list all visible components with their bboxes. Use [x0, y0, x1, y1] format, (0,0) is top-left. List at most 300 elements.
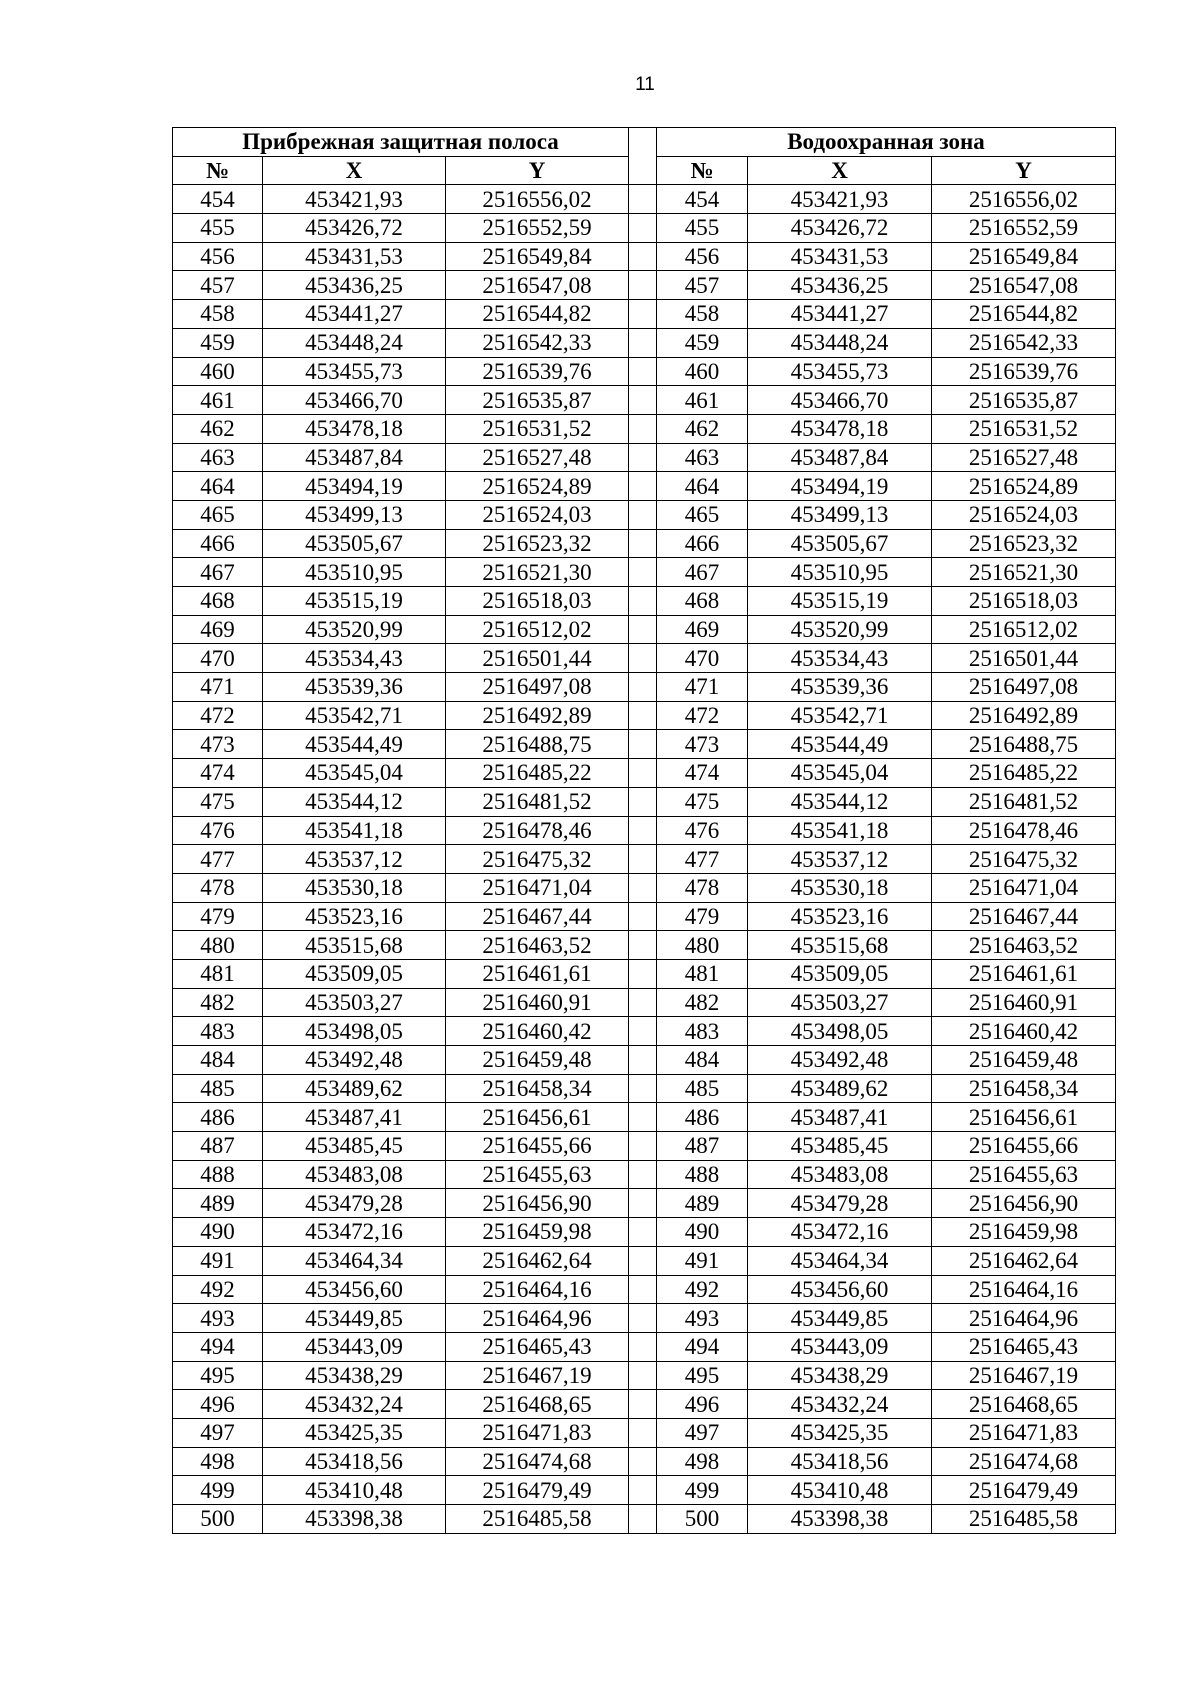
gap-cell: [629, 615, 657, 644]
cell-number-left: 477: [173, 845, 263, 874]
cell-y-left: 2516512,02: [446, 615, 629, 644]
gap-cell: [629, 816, 657, 845]
cell-number-left: 496: [173, 1390, 263, 1419]
cell-x-left: 453464,34: [263, 1246, 446, 1275]
cell-y-left: 2516475,32: [446, 845, 629, 874]
table-row: [173, 1275, 1116, 1304]
col-header-number-right: №: [657, 156, 748, 185]
cell-x-right: 453426,72: [748, 214, 932, 243]
cell-number-right: 495: [657, 1361, 748, 1390]
cell-y-right: 2516460,42: [932, 1017, 1116, 1046]
table-row: [173, 1505, 1116, 1534]
table-row: [173, 472, 1116, 501]
cell-x-right: 453418,56: [748, 1447, 932, 1476]
cell-y-left: 2516464,16: [446, 1275, 629, 1304]
gap-cell: [629, 644, 657, 673]
cell-y-left: 2516544,82: [446, 300, 629, 329]
gap-cell: [629, 873, 657, 902]
cell-y-left: 2516458,34: [446, 1074, 629, 1103]
cell-number-left: 481: [173, 959, 263, 988]
cell-y-right: 2516462,64: [932, 1246, 1116, 1275]
cell-x-right: 453509,05: [748, 959, 932, 988]
gap-cell: [629, 587, 657, 616]
cell-x-left: 453426,72: [263, 214, 446, 243]
cell-x-right: 453520,99: [748, 615, 932, 644]
cell-number-right: 483: [657, 1017, 748, 1046]
cell-x-left: 453509,05: [263, 959, 446, 988]
table-row: [173, 529, 1116, 558]
cell-number-right: 491: [657, 1246, 748, 1275]
cell-number-right: 480: [657, 931, 748, 960]
gap-cell: [629, 1476, 657, 1505]
table-row: [173, 185, 1116, 214]
cell-y-left: 2516456,90: [446, 1189, 629, 1218]
cell-x-left: 453487,84: [263, 443, 446, 472]
cell-y-right: 2516461,61: [932, 959, 1116, 988]
cell-x-right: 453544,12: [748, 787, 932, 816]
cell-x-left: 453398,38: [263, 1505, 446, 1534]
cell-x-left: 453510,95: [263, 558, 446, 587]
cell-y-right: 2516465,43: [932, 1332, 1116, 1361]
cell-x-left: 453520,99: [263, 615, 446, 644]
gap-cell: [629, 472, 657, 501]
cell-x-left: 453418,56: [263, 1447, 446, 1476]
gap-cell: [629, 1246, 657, 1275]
cell-x-right: 453494,19: [748, 472, 932, 501]
cell-y-right: 2516475,32: [932, 845, 1116, 874]
cell-x-left: 453489,62: [263, 1074, 446, 1103]
cell-number-left: 460: [173, 357, 263, 386]
table-row: [173, 300, 1116, 329]
cell-y-left: 2516485,22: [446, 759, 629, 788]
gap-cell: [629, 328, 657, 357]
cell-number-right: 471: [657, 673, 748, 702]
cell-y-left: 2516463,52: [446, 931, 629, 960]
table-row: [173, 357, 1116, 386]
cell-y-left: 2516556,02: [446, 185, 629, 214]
cell-y-left: 2516524,03: [446, 500, 629, 529]
cell-y-left: 2516468,65: [446, 1390, 629, 1419]
cell-y-left: 2516467,19: [446, 1361, 629, 1390]
cell-number-right: 468: [657, 587, 748, 616]
gap-cell: [629, 1160, 657, 1189]
cell-x-left: 453544,49: [263, 730, 446, 759]
cell-x-right: 453545,04: [748, 759, 932, 788]
table-row: [173, 1447, 1116, 1476]
cell-x-right: 453438,29: [748, 1361, 932, 1390]
cell-y-right: 2516464,96: [932, 1304, 1116, 1333]
cell-y-left: 2516471,83: [446, 1418, 629, 1447]
gap-cell: [629, 185, 657, 214]
cell-x-right: 453534,43: [748, 644, 932, 673]
cell-y-right: 2516467,19: [932, 1361, 1116, 1390]
cell-number-right: 481: [657, 959, 748, 988]
cell-x-right: 453479,28: [748, 1189, 932, 1218]
cell-x-left: 453498,05: [263, 1017, 446, 1046]
cell-number-left: 464: [173, 472, 263, 501]
cell-y-right: 2516455,63: [932, 1160, 1116, 1189]
cell-y-right: 2516531,52: [932, 414, 1116, 443]
coordinates-table: [172, 127, 1116, 1534]
cell-y-right: 2516459,48: [932, 1046, 1116, 1075]
cell-x-right: 453515,68: [748, 931, 932, 960]
gap-cell: [629, 1447, 657, 1476]
cell-number-right: 464: [657, 472, 748, 501]
cell-number-left: 472: [173, 701, 263, 730]
cell-x-left: 453530,18: [263, 873, 446, 902]
cell-x-left: 453515,68: [263, 931, 446, 960]
cell-number-left: 473: [173, 730, 263, 759]
cell-y-left: 2516462,64: [446, 1246, 629, 1275]
cell-number-left: 488: [173, 1160, 263, 1189]
cell-number-right: 462: [657, 414, 748, 443]
cell-x-right: 453499,13: [748, 500, 932, 529]
cell-number-right: 470: [657, 644, 748, 673]
cell-y-right: 2516459,98: [932, 1218, 1116, 1247]
gap-cell: [629, 529, 657, 558]
cell-number-left: 498: [173, 1447, 263, 1476]
cell-number-right: 482: [657, 988, 748, 1017]
gap-cell: [629, 1390, 657, 1419]
cell-number-right: 455: [657, 214, 748, 243]
cell-x-left: 453485,45: [263, 1132, 446, 1161]
col-header-y-left: Y: [446, 156, 629, 185]
cell-number-right: 490: [657, 1218, 748, 1247]
table-row: [173, 500, 1116, 529]
gap-cell: [629, 701, 657, 730]
cell-y-right: 2516523,32: [932, 529, 1116, 558]
cell-x-left: 453425,35: [263, 1418, 446, 1447]
cell-y-right: 2516471,83: [932, 1418, 1116, 1447]
cell-number-right: 456: [657, 242, 748, 271]
cell-number-right: 476: [657, 816, 748, 845]
cell-number-right: 472: [657, 701, 748, 730]
cell-x-left: 453539,36: [263, 673, 446, 702]
cell-y-left: 2516459,98: [446, 1218, 629, 1247]
table-row: [173, 1103, 1116, 1132]
cell-y-left: 2516492,89: [446, 701, 629, 730]
table-row: [173, 1361, 1116, 1390]
cell-x-left: 453523,16: [263, 902, 446, 931]
cell-y-right: 2516485,58: [932, 1505, 1116, 1534]
cell-y-left: 2516542,33: [446, 328, 629, 357]
cell-y-left: 2516524,89: [446, 472, 629, 501]
table-row: [173, 1017, 1116, 1046]
cell-y-right: 2516527,48: [932, 443, 1116, 472]
gap-cell: [629, 902, 657, 931]
gap-column: [629, 128, 657, 185]
gap-cell: [629, 988, 657, 1017]
cell-number-left: 461: [173, 386, 263, 415]
cell-y-right: 2516460,91: [932, 988, 1116, 1017]
table-row: [173, 873, 1116, 902]
cell-y-right: 2516456,61: [932, 1103, 1116, 1132]
cell-y-right: 2516518,03: [932, 587, 1116, 616]
table-row: [173, 328, 1116, 357]
cell-number-left: 463: [173, 443, 263, 472]
cell-x-right: 453466,70: [748, 386, 932, 415]
cell-number-right: 473: [657, 730, 748, 759]
table-row: [173, 386, 1116, 415]
gap-cell: [629, 1218, 657, 1247]
gap-cell: [629, 414, 657, 443]
cell-y-left: 2516459,48: [446, 1046, 629, 1075]
gap-cell: [629, 558, 657, 587]
cell-number-right: 499: [657, 1476, 748, 1505]
group-title-water-protection-zone: Водоохранная зона: [657, 128, 1116, 157]
cell-y-left: 2516465,43: [446, 1332, 629, 1361]
cell-number-right: 465: [657, 500, 748, 529]
cell-y-left: 2516501,44: [446, 644, 629, 673]
cell-x-left: 453505,67: [263, 529, 446, 558]
table-row: [173, 931, 1116, 960]
cell-number-right: 494: [657, 1332, 748, 1361]
cell-y-left: 2516460,91: [446, 988, 629, 1017]
cell-x-left: 453494,19: [263, 472, 446, 501]
cell-x-left: 453534,43: [263, 644, 446, 673]
cell-x-right: 453515,19: [748, 587, 932, 616]
gap-cell: [629, 443, 657, 472]
cell-y-left: 2516471,04: [446, 873, 629, 902]
gap-cell: [629, 214, 657, 243]
cell-y-right: 2516478,46: [932, 816, 1116, 845]
table-row: [173, 558, 1116, 587]
cell-y-left: 2516488,75: [446, 730, 629, 759]
gap-cell: [629, 1332, 657, 1361]
cell-number-left: 455: [173, 214, 263, 243]
cell-number-left: 495: [173, 1361, 263, 1390]
cell-y-left: 2516474,68: [446, 1447, 629, 1476]
cell-number-left: 459: [173, 328, 263, 357]
cell-number-right: 457: [657, 271, 748, 300]
cell-x-left: 453436,25: [263, 271, 446, 300]
cell-number-left: 457: [173, 271, 263, 300]
cell-y-left: 2516549,84: [446, 242, 629, 271]
cell-number-left: 466: [173, 529, 263, 558]
cell-x-right: 453398,38: [748, 1505, 932, 1534]
cell-number-left: 467: [173, 558, 263, 587]
cell-y-right: 2516501,44: [932, 644, 1116, 673]
cell-number-left: 465: [173, 500, 263, 529]
cell-x-right: 453456,60: [748, 1275, 932, 1304]
cell-x-right: 453542,71: [748, 701, 932, 730]
cell-number-right: 486: [657, 1103, 748, 1132]
gap-cell: [629, 357, 657, 386]
cell-x-left: 453443,09: [263, 1332, 446, 1361]
cell-x-left: 453545,04: [263, 759, 446, 788]
cell-x-left: 453431,53: [263, 242, 446, 271]
gap-cell: [629, 1103, 657, 1132]
cell-x-left: 453455,73: [263, 357, 446, 386]
cell-x-right: 453523,16: [748, 902, 932, 931]
cell-y-right: 2516524,03: [932, 500, 1116, 529]
table-row: [173, 787, 1116, 816]
cell-x-right: 453541,18: [748, 816, 932, 845]
cell-y-right: 2516552,59: [932, 214, 1116, 243]
cell-number-right: 487: [657, 1132, 748, 1161]
gap-cell: [629, 1304, 657, 1333]
table-row: [173, 1332, 1116, 1361]
gap-cell: [629, 931, 657, 960]
cell-number-left: 482: [173, 988, 263, 1017]
cell-number-left: 484: [173, 1046, 263, 1075]
table-row: [173, 730, 1116, 759]
gap-cell: [629, 1046, 657, 1075]
cell-y-left: 2516535,87: [446, 386, 629, 415]
gap-cell: [629, 1132, 657, 1161]
cell-x-right: 453410,48: [748, 1476, 932, 1505]
cell-number-left: 458: [173, 300, 263, 329]
cell-number-left: 470: [173, 644, 263, 673]
cell-number-right: 500: [657, 1505, 748, 1534]
cell-y-left: 2516539,76: [446, 357, 629, 386]
cell-x-right: 453498,05: [748, 1017, 932, 1046]
cell-number-left: 468: [173, 587, 263, 616]
col-header-x-left: X: [263, 156, 446, 185]
cell-number-right: 463: [657, 443, 748, 472]
table-row: [173, 271, 1116, 300]
cell-x-left: 453483,08: [263, 1160, 446, 1189]
cell-x-right: 453443,09: [748, 1332, 932, 1361]
table-row: [173, 242, 1116, 271]
cell-y-right: 2516556,02: [932, 185, 1116, 214]
gap-cell: [629, 500, 657, 529]
cell-y-left: 2516479,49: [446, 1476, 629, 1505]
cell-x-right: 453464,34: [748, 1246, 932, 1275]
cell-number-right: 467: [657, 558, 748, 587]
table-row: [173, 1218, 1116, 1247]
cell-y-right: 2516458,34: [932, 1074, 1116, 1103]
gap-cell: [629, 1074, 657, 1103]
cell-y-left: 2516467,44: [446, 902, 629, 931]
cell-x-right: 453492,48: [748, 1046, 932, 1075]
gap-cell: [629, 673, 657, 702]
cell-x-left: 453499,13: [263, 500, 446, 529]
cell-x-right: 453449,85: [748, 1304, 932, 1333]
cell-y-left: 2516478,46: [446, 816, 629, 845]
cell-number-left: 497: [173, 1418, 263, 1447]
table-row: [173, 988, 1116, 1017]
cell-y-right: 2516539,76: [932, 357, 1116, 386]
table-row: [173, 587, 1116, 616]
cell-x-right: 453478,18: [748, 414, 932, 443]
cell-x-left: 453432,24: [263, 1390, 446, 1419]
cell-y-right: 2516521,30: [932, 558, 1116, 587]
cell-y-right: 2516456,90: [932, 1189, 1116, 1218]
cell-x-right: 453441,27: [748, 300, 932, 329]
gap-cell: [629, 730, 657, 759]
cell-y-right: 2516497,08: [932, 673, 1116, 702]
cell-y-right: 2516485,22: [932, 759, 1116, 788]
cell-x-left: 453492,48: [263, 1046, 446, 1075]
cell-number-left: 486: [173, 1103, 263, 1132]
cell-number-left: 456: [173, 242, 263, 271]
table-row: [173, 1390, 1116, 1419]
cell-y-left: 2516455,63: [446, 1160, 629, 1189]
cell-number-left: 474: [173, 759, 263, 788]
cell-number-right: 478: [657, 873, 748, 902]
table-body: [173, 185, 1116, 1533]
cell-x-right: 453472,16: [748, 1218, 932, 1247]
cell-x-left: 453448,24: [263, 328, 446, 357]
cell-number-left: 492: [173, 1275, 263, 1304]
cell-number-left: 490: [173, 1218, 263, 1247]
table-row: [173, 1246, 1116, 1275]
cell-x-right: 453530,18: [748, 873, 932, 902]
col-header-y-right: Y: [932, 156, 1116, 185]
cell-y-left: 2516518,03: [446, 587, 629, 616]
cell-y-left: 2516547,08: [446, 271, 629, 300]
cell-x-right: 453503,27: [748, 988, 932, 1017]
gap-cell: [629, 242, 657, 271]
cell-x-right: 453448,24: [748, 328, 932, 357]
cell-x-right: 453539,36: [748, 673, 932, 702]
cell-number-right: 493: [657, 1304, 748, 1333]
cell-x-right: 453544,49: [748, 730, 932, 759]
table-row: [173, 701, 1116, 730]
col-header-x-right: X: [748, 156, 932, 185]
cell-x-left: 453410,48: [263, 1476, 446, 1505]
cell-number-right: 475: [657, 787, 748, 816]
cell-x-left: 453456,60: [263, 1275, 446, 1304]
cell-y-right: 2516463,52: [932, 931, 1116, 960]
col-header-number-left: №: [173, 156, 263, 185]
cell-x-right: 453505,67: [748, 529, 932, 558]
cell-number-right: 479: [657, 902, 748, 931]
cell-number-left: 489: [173, 1189, 263, 1218]
gap-cell: [629, 1275, 657, 1304]
table-row: [173, 845, 1116, 874]
cell-x-right: 453436,25: [748, 271, 932, 300]
gap-cell: [629, 1418, 657, 1447]
page-number: 11: [635, 74, 655, 95]
gap-cell: [629, 386, 657, 415]
cell-x-left: 453438,29: [263, 1361, 446, 1390]
table-row: [173, 615, 1116, 644]
cell-y-right: 2516488,75: [932, 730, 1116, 759]
cell-number-left: 471: [173, 673, 263, 702]
cell-y-left: 2516531,52: [446, 414, 629, 443]
cell-number-right: 488: [657, 1160, 748, 1189]
cell-y-left: 2516552,59: [446, 214, 629, 243]
cell-x-left: 453503,27: [263, 988, 446, 1017]
cell-x-right: 453487,84: [748, 443, 932, 472]
cell-y-right: 2516547,08: [932, 271, 1116, 300]
table-row: [173, 414, 1116, 443]
cell-number-left: 475: [173, 787, 263, 816]
table-row: [173, 1074, 1116, 1103]
cell-x-right: 453425,35: [748, 1418, 932, 1447]
cell-x-left: 453487,41: [263, 1103, 446, 1132]
gap-cell: [629, 271, 657, 300]
gap-cell: [629, 1189, 657, 1218]
cell-number-left: 493: [173, 1304, 263, 1333]
cell-number-left: 499: [173, 1476, 263, 1505]
cell-y-right: 2516544,82: [932, 300, 1116, 329]
cell-number-right: 496: [657, 1390, 748, 1419]
gap-cell: [629, 959, 657, 988]
cell-x-right: 453455,73: [748, 357, 932, 386]
gap-cell: [629, 759, 657, 788]
cell-number-right: 498: [657, 1447, 748, 1476]
table-row: [173, 1189, 1116, 1218]
cell-y-left: 2516455,66: [446, 1132, 629, 1161]
cell-number-right: 474: [657, 759, 748, 788]
cell-y-left: 2516461,61: [446, 959, 629, 988]
cell-y-right: 2516464,16: [932, 1275, 1116, 1304]
cell-y-right: 2516524,89: [932, 472, 1116, 501]
cell-y-left: 2516464,96: [446, 1304, 629, 1333]
